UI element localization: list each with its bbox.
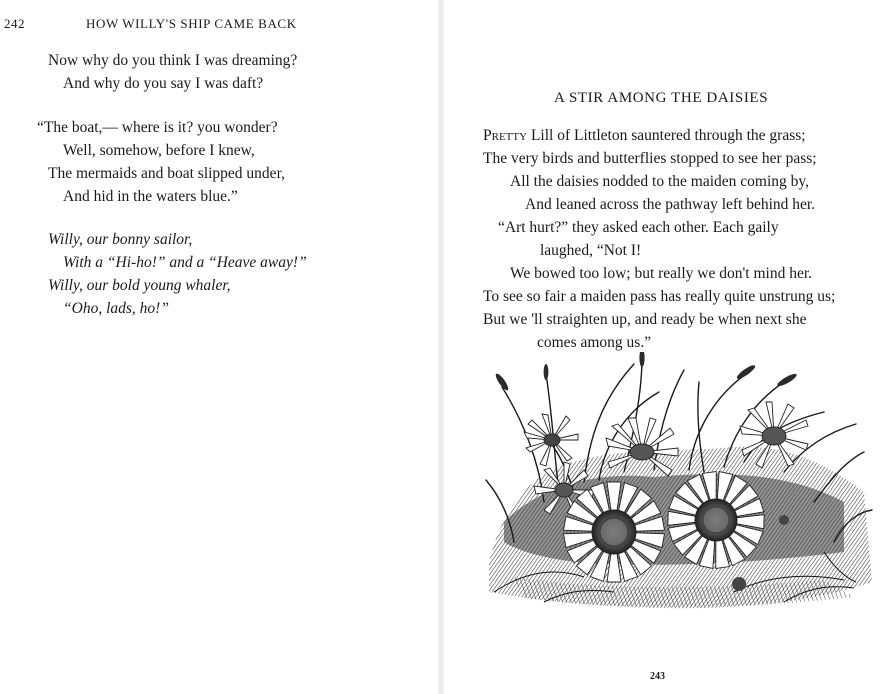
poem-line: But we 'll straighten up, and ready be when next she — [483, 311, 807, 328]
poem-line: The very birds and butterflies stopped to see her pass; — [483, 150, 817, 167]
poem-line: And why do you say I was daft? — [63, 75, 264, 92]
poem-line: Willy, our bonny sailor, — [48, 231, 193, 248]
poem-line: With a “Hi-ho!” and a “Heave away!” — [63, 254, 307, 271]
poem-line: Pretty Lill of Littleton sauntered through the grass; — [483, 127, 806, 144]
poem-line: And leaned across the pathway left behind her. — [525, 196, 816, 213]
page-number-right: 243 — [650, 671, 665, 682]
poem-line: “Oho, lads, ho!” — [63, 300, 169, 317]
poem-line: And hid in the waters blue.” — [63, 188, 238, 205]
poem-line: Well, somehow, before I knew, — [63, 142, 255, 159]
poem-line: All the daisies nodded to the maiden coming by, — [510, 173, 810, 190]
poem-line: laughed, “Not I! — [540, 242, 642, 259]
poem-line: Willy, our bold young whaler, — [48, 277, 231, 294]
right-page — [440, 0, 886, 694]
poem-line: “The boat,— where is it? you wonder? — [37, 119, 278, 136]
left-page — [0, 0, 440, 694]
poem-line: We bowed too low; but really we don't mind her. — [510, 265, 813, 282]
drop-word: Pretty — [483, 127, 528, 144]
daisies-illustration — [484, 352, 874, 614]
poem-line: To see so fair a maiden pass has really quite unstrung us; — [483, 288, 836, 305]
page-number-left: 242 — [4, 16, 25, 31]
poem-line: comes among us.” — [537, 334, 652, 351]
poem-title: A STIR AMONG THE DAISIES — [554, 90, 769, 106]
poem-line: The mermaids and boat slipped under, — [48, 165, 285, 182]
running-head: HOW WILLY'S SHIP CAME BACK — [86, 16, 297, 31]
poem-line: Now why do you think I was dreaming? — [48, 52, 298, 69]
poem-line: “Art hurt?” they asked each other. Each gaily — [498, 219, 779, 236]
